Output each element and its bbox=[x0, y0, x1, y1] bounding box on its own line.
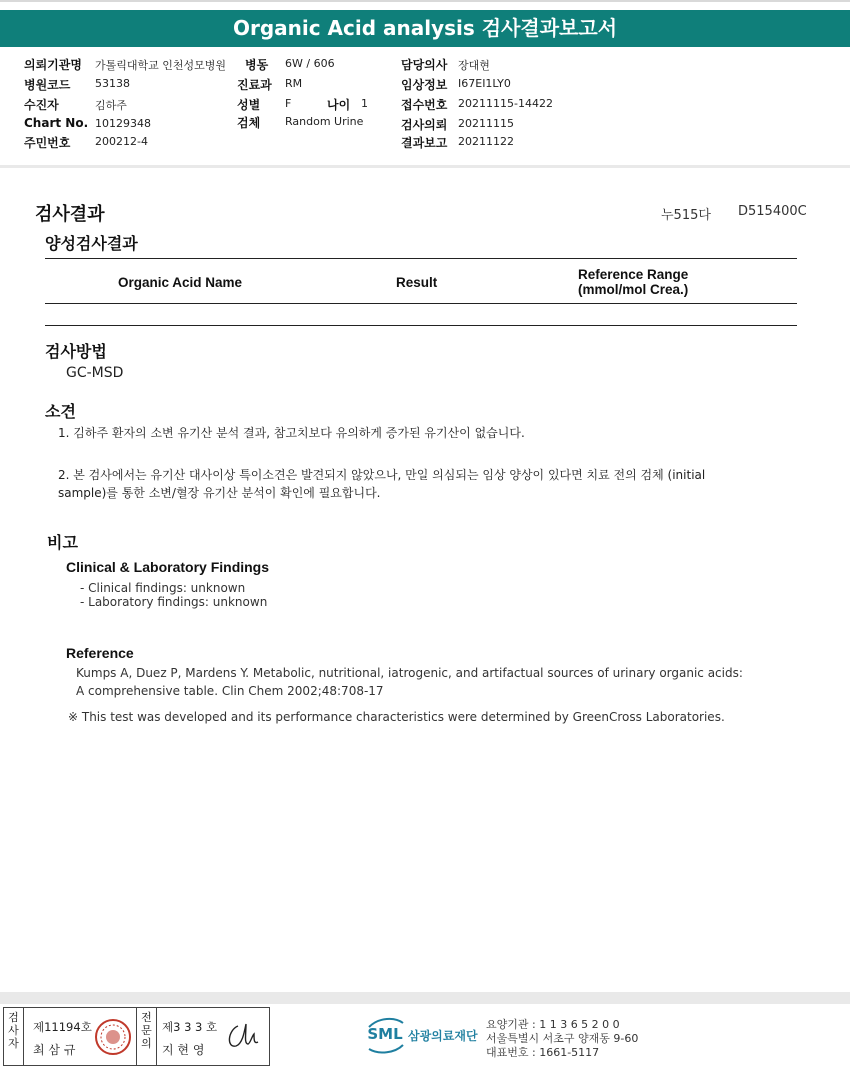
examiner-license: 제11194호 bbox=[33, 1020, 92, 1034]
results-code-2: D515400C bbox=[738, 204, 807, 219]
signature-box bbox=[3, 1007, 270, 1066]
info-value-patient: 김하주 bbox=[95, 99, 127, 112]
info-label-hospital-code: 병원코드 bbox=[24, 78, 71, 92]
info-value-id-no: 200212-4 bbox=[95, 135, 148, 148]
positive-results-heading: 양성검사결과 bbox=[45, 234, 138, 253]
info-label-clinical-info: 임상정보 bbox=[401, 78, 448, 92]
sml-logo bbox=[365, 1015, 405, 1055]
info-label-sex: 성별 bbox=[237, 98, 261, 112]
examiner-seal bbox=[94, 1018, 132, 1056]
info-label-specimen: 검체 bbox=[237, 116, 261, 130]
info-label-age: 나이 bbox=[327, 98, 351, 112]
results-heading: 검사결과 bbox=[35, 204, 105, 225]
info-value-request-date: 20211115 bbox=[458, 117, 514, 130]
info-label-chart-no: Chart No. bbox=[24, 116, 89, 130]
patient-info bbox=[0, 50, 850, 150]
top-border bbox=[0, 0, 850, 2]
doctor-label-text: 전문의 bbox=[141, 1011, 152, 1050]
info-value-age: 1 bbox=[361, 97, 368, 110]
table-bottom-rule bbox=[45, 325, 797, 326]
info-label-doctor: 담당의사 bbox=[401, 58, 448, 72]
info-value-sex: F bbox=[285, 97, 292, 110]
reference-line-2: A comprehensive table. Clin Chem 2002;48:708-17 bbox=[76, 684, 384, 698]
org-name: 삼광의료재단 bbox=[408, 1029, 478, 1043]
col-header-result: Result bbox=[396, 275, 438, 290]
remarks-heading: 비고 bbox=[47, 533, 78, 552]
info-label-patient: 수진자 bbox=[24, 98, 59, 112]
results-code-1: 누515다 bbox=[661, 208, 711, 223]
finding-item-2-line-1: 2. 본 검사에서는 유기산 대사이상 특이소견은 발견되지 않았으나, 만일 의심되는 임상 양상이 있다면 치료 전의 검체 (initial bbox=[58, 468, 706, 482]
org-address-line-1: 요양기관 : 1 1 3 6 5 2 0 0 bbox=[486, 1018, 620, 1031]
col-header-ref-unit: (mmol/mol Crea.) bbox=[578, 282, 689, 297]
examiner-label bbox=[4, 1008, 24, 1065]
info-value-report-date: 20211122 bbox=[458, 135, 514, 148]
clinical-findings-line: - Clinical findings: unknown bbox=[80, 581, 246, 595]
lab-note: ※ This test was developed and its performance characteristics were determined by GreenCross Laboratories. bbox=[68, 710, 725, 724]
info-label-request-date: 검사의뢰 bbox=[401, 118, 448, 132]
info-value-hospital-code: 53138 bbox=[95, 77, 130, 90]
finding-item-2-line-2: sample)를 통한 소변/혈장 유기산 분석이 확인에 필요합니다. bbox=[58, 486, 381, 500]
reference-line-1: Kumps A, Duez P, Mardens Y. Metabolic, nutritional, iatrogenic, and artifactual sources of urinary organic acids: bbox=[76, 666, 743, 680]
info-value-specimen: Random Urine bbox=[285, 115, 364, 128]
findings-heading: 소견 bbox=[45, 402, 76, 421]
report-title: Organic Acid analysis 검사결과보고서 bbox=[0, 10, 850, 47]
sml-logo-text: SML bbox=[367, 1025, 403, 1043]
doctor-name: 지 현 영 bbox=[162, 1043, 205, 1057]
info-label-department: 진료과 bbox=[237, 78, 272, 92]
examiner-name: 최 삼 규 bbox=[33, 1043, 76, 1057]
footer-band bbox=[0, 992, 850, 1004]
info-value-chart-no: 10129348 bbox=[95, 117, 151, 130]
col-header-ref-range: Reference Range bbox=[578, 267, 689, 282]
laboratory-findings-line: - Laboratory findings: unknown bbox=[80, 595, 268, 609]
info-label-report-date: 결과보고 bbox=[401, 136, 448, 150]
examiner-label-text: 검사자 bbox=[8, 1011, 19, 1050]
table-top-rule bbox=[45, 258, 797, 259]
info-value-doctor: 장대현 bbox=[458, 59, 490, 72]
info-value-ward: 6W / 606 bbox=[285, 57, 335, 70]
info-value-clinical-info: I67EI1LY0 bbox=[458, 77, 511, 90]
info-label-id-no: 주민번호 bbox=[24, 136, 71, 150]
finding-item-1: 1. 김하주 환자의 소변 유기산 분석 결과, 참고치보다 유의하게 증가된 유기산이 없습니다. bbox=[58, 426, 525, 440]
table-header-rule bbox=[45, 303, 797, 304]
divider-band bbox=[0, 165, 850, 168]
org-address-line-3: 대표번호 : 1661-5117 bbox=[486, 1046, 600, 1059]
info-label-accession-no: 접수번호 bbox=[401, 98, 448, 112]
org-address-line-2: 서울특별시 서초구 양재동 9-60 bbox=[486, 1032, 639, 1045]
reference-heading: Reference bbox=[66, 645, 134, 661]
clinical-findings-heading: Clinical & Laboratory Findings bbox=[66, 559, 270, 575]
info-label-ward: 병동 bbox=[245, 58, 269, 72]
info-label-institution: 의뢰기관명 bbox=[24, 58, 82, 72]
info-value-institution: 가톨릭대학교 인천성모병원 bbox=[95, 59, 227, 72]
method-value: GC-MSD bbox=[66, 365, 124, 381]
info-value-accession-no: 20211115-14422 bbox=[458, 97, 553, 110]
info-value-department: RM bbox=[285, 77, 303, 90]
method-heading: 검사방법 bbox=[45, 342, 107, 361]
doctor-label bbox=[136, 1008, 157, 1065]
col-header-name: Organic Acid Name bbox=[118, 275, 243, 290]
doctor-license: 제3 3 3 호 bbox=[162, 1020, 218, 1034]
doctor-signature bbox=[224, 1020, 264, 1054]
